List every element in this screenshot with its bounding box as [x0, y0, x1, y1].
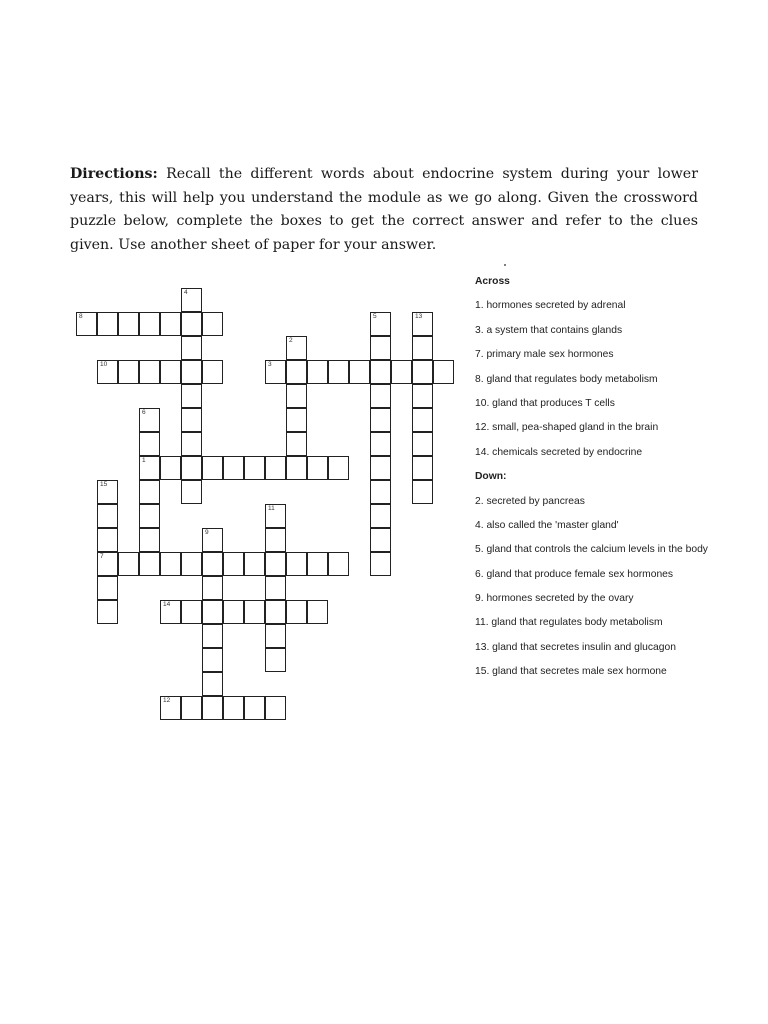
- crossword-cell[interactable]: [181, 408, 202, 432]
- crossword-cell[interactable]: [202, 312, 223, 336]
- crossword-cell[interactable]: [265, 648, 286, 672]
- clue-number: 4: [184, 289, 188, 296]
- crossword-cell[interactable]: [160, 552, 181, 576]
- crossword-cell[interactable]: [265, 504, 286, 528]
- crossword-cell[interactable]: [139, 504, 160, 528]
- crossword-cell[interactable]: [223, 552, 244, 576]
- crossword-cell[interactable]: [286, 456, 307, 480]
- crossword-cell[interactable]: [139, 552, 160, 576]
- crossword-cell[interactable]: [139, 408, 160, 432]
- crossword-cell[interactable]: [370, 408, 391, 432]
- crossword-cell[interactable]: [307, 600, 328, 624]
- crossword-cell[interactable]: [244, 456, 265, 480]
- crossword-cell[interactable]: [181, 336, 202, 360]
- crossword-cell[interactable]: [181, 480, 202, 504]
- crossword-cell[interactable]: [181, 312, 202, 336]
- crossword-cell[interactable]: [370, 336, 391, 360]
- crossword-cell[interactable]: [223, 456, 244, 480]
- crossword-cell[interactable]: [370, 360, 391, 384]
- clue-number: 10: [100, 361, 108, 368]
- clue-number: 9: [205, 529, 209, 536]
- crossword-cell[interactable]: [181, 288, 202, 312]
- directions-label: Directions:: [70, 166, 158, 182]
- crossword-cell[interactable]: [202, 360, 223, 384]
- down-clue: 9. hormones secreted by the ovary: [475, 593, 634, 605]
- clues-panel: [475, 276, 755, 691]
- clue-number: 8: [79, 313, 83, 320]
- crossword-cell[interactable]: [181, 432, 202, 456]
- down-clue: 2. secreted by pancreas: [475, 495, 585, 507]
- down-clue: 4. also called the 'master gland': [475, 519, 619, 531]
- clue-number: 13: [415, 313, 423, 320]
- crossword-cell[interactable]: [370, 384, 391, 408]
- crossword-cell[interactable]: [97, 552, 118, 576]
- crossword-cell[interactable]: [244, 552, 265, 576]
- crossword-cell[interactable]: [202, 456, 223, 480]
- across-clue: 1. hormones secreted by adrenal: [475, 300, 626, 312]
- crossword-grid: [0, 0, 470, 720]
- across-heading: Across: [475, 276, 510, 287]
- crossword-cell[interactable]: [328, 456, 349, 480]
- crossword-cell[interactable]: [139, 456, 160, 480]
- crossword-cell[interactable]: [265, 528, 286, 552]
- across-clue: 8. gland that regulates body metabolism: [475, 373, 658, 385]
- crossword-cell[interactable]: [76, 312, 97, 336]
- crossword-cell[interactable]: [286, 384, 307, 408]
- crossword-cell[interactable]: [139, 312, 160, 336]
- crossword-cell[interactable]: [97, 576, 118, 600]
- crossword-cell[interactable]: [412, 336, 433, 360]
- crossword-cell[interactable]: [265, 552, 286, 576]
- crossword-cell[interactable]: [181, 600, 202, 624]
- crossword-cell[interactable]: [97, 600, 118, 624]
- clue-number: 6: [142, 409, 146, 416]
- down-clue-list: [475, 496, 755, 691]
- crossword-cell[interactable]: [370, 456, 391, 480]
- across-clue: 12. small, pea-shaped gland in the brain: [475, 422, 659, 434]
- crossword-cell[interactable]: [286, 408, 307, 432]
- crossword-cell[interactable]: [265, 624, 286, 648]
- crossword-cell[interactable]: [181, 384, 202, 408]
- crossword-cell[interactable]: [244, 696, 265, 720]
- crossword-cell[interactable]: [244, 600, 265, 624]
- crossword-cell[interactable]: [97, 312, 118, 336]
- across-clue: 10. gland that produces T cells: [475, 397, 615, 409]
- crossword-cell[interactable]: [391, 360, 412, 384]
- across-clue-list: [475, 300, 755, 471]
- crossword-cell[interactable]: [286, 432, 307, 456]
- crossword-cell[interactable]: [181, 360, 202, 384]
- clue-number: 12: [163, 697, 171, 704]
- crossword-cell[interactable]: [370, 312, 391, 336]
- crossword-cell[interactable]: [118, 360, 139, 384]
- crossword-cell[interactable]: [265, 576, 286, 600]
- across-clue: 3. a system that contains glands: [475, 324, 623, 336]
- clue-number: 7: [100, 553, 104, 560]
- crossword-cell[interactable]: [160, 600, 181, 624]
- crossword-cell[interactable]: [202, 624, 223, 648]
- down-clue: 6. gland that produce female sex hormones: [475, 568, 674, 580]
- crossword-cell[interactable]: [160, 696, 181, 720]
- clue-number: 5: [373, 313, 377, 320]
- crossword-cell[interactable]: [97, 360, 118, 384]
- crossword-cell[interactable]: [118, 552, 139, 576]
- crossword-cell[interactable]: [265, 696, 286, 720]
- crossword-cell[interactable]: [160, 456, 181, 480]
- down-clue: 13. gland that secretes insulin and glucagon: [475, 641, 676, 653]
- down-clue: 5. gland that controls the calcium levels in the body: [475, 544, 708, 556]
- crossword-cell[interactable]: [370, 432, 391, 456]
- clue-number: 14: [163, 601, 171, 608]
- crossword-cell[interactable]: [433, 360, 454, 384]
- crossword-cell[interactable]: [328, 552, 349, 576]
- crossword-cell[interactable]: [202, 552, 223, 576]
- crossword-cell[interactable]: [181, 456, 202, 480]
- directions-text: Recall the different words about endocrine system during your lower years, this will help you understand the module as we go along. Given the crossword puzzle below, complete the boxes to get the correct answer and refer to the clues given. Use another sheet of paper for your answer.: [70, 166, 698, 253]
- crossword-cell[interactable]: [223, 696, 244, 720]
- clue-number: 11: [268, 505, 275, 512]
- crossword-cell[interactable]: [202, 528, 223, 552]
- crossword-cell[interactable]: [139, 480, 160, 504]
- crossword-cell[interactable]: [202, 672, 223, 696]
- crossword-cell[interactable]: [160, 360, 181, 384]
- crossword-cell[interactable]: [181, 552, 202, 576]
- stray-mark: [504, 264, 506, 266]
- crossword-cell[interactable]: [139, 432, 160, 456]
- crossword-cell[interactable]: [97, 504, 118, 528]
- clue-number: 1: [142, 457, 146, 464]
- clue-number: 15: [100, 481, 108, 488]
- across-clue: 14. chemicals secreted by endocrine: [475, 446, 643, 458]
- crossword-cell[interactable]: [412, 480, 433, 504]
- crossword-cell[interactable]: [202, 576, 223, 600]
- crossword-cell[interactable]: [97, 528, 118, 552]
- crossword-cell[interactable]: [265, 456, 286, 480]
- crossword-cell[interactable]: [412, 312, 433, 336]
- clue-number: 2: [289, 337, 293, 344]
- across-clue: 7. primary male sex hormones: [475, 349, 614, 361]
- crossword-cell[interactable]: [286, 336, 307, 360]
- crossword-cell[interactable]: [349, 360, 370, 384]
- crossword-cell[interactable]: [139, 528, 160, 552]
- crossword-cell[interactable]: [286, 600, 307, 624]
- down-clue: 11. gland that regulates body metabolism: [475, 617, 663, 629]
- crossword-cell[interactable]: [265, 600, 286, 624]
- clue-number: 3: [268, 361, 272, 368]
- crossword-cell[interactable]: [412, 432, 433, 456]
- crossword-cell[interactable]: [223, 600, 244, 624]
- crossword-cell[interactable]: [118, 312, 139, 336]
- crossword-cell[interactable]: [307, 360, 328, 384]
- crossword-cell[interactable]: [265, 360, 286, 384]
- crossword-cell[interactable]: [139, 360, 160, 384]
- crossword-cell[interactable]: [412, 384, 433, 408]
- crossword-cell[interactable]: [370, 528, 391, 552]
- down-heading: Down:: [475, 471, 507, 483]
- crossword-cell[interactable]: [202, 696, 223, 720]
- down-clue: 15. gland that secretes male sex hormone: [475, 666, 667, 678]
- crossword-cell[interactable]: [202, 600, 223, 624]
- crossword-cell[interactable]: [286, 552, 307, 576]
- crossword-cell[interactable]: [412, 360, 433, 384]
- crossword-cell[interactable]: [370, 552, 391, 576]
- crossword-cell[interactable]: [412, 456, 433, 480]
- crossword-cell[interactable]: [160, 312, 181, 336]
- crossword-cell[interactable]: [370, 480, 391, 504]
- crossword-cell[interactable]: [370, 504, 391, 528]
- crossword-cell[interactable]: [97, 480, 118, 504]
- crossword-cell[interactable]: [328, 360, 349, 384]
- crossword-cell[interactable]: [286, 360, 307, 384]
- crossword-cell[interactable]: [412, 408, 433, 432]
- crossword-cell[interactable]: [307, 552, 328, 576]
- crossword-cell[interactable]: [202, 648, 223, 672]
- crossword-cell[interactable]: [181, 696, 202, 720]
- crossword-cell[interactable]: [307, 456, 328, 480]
